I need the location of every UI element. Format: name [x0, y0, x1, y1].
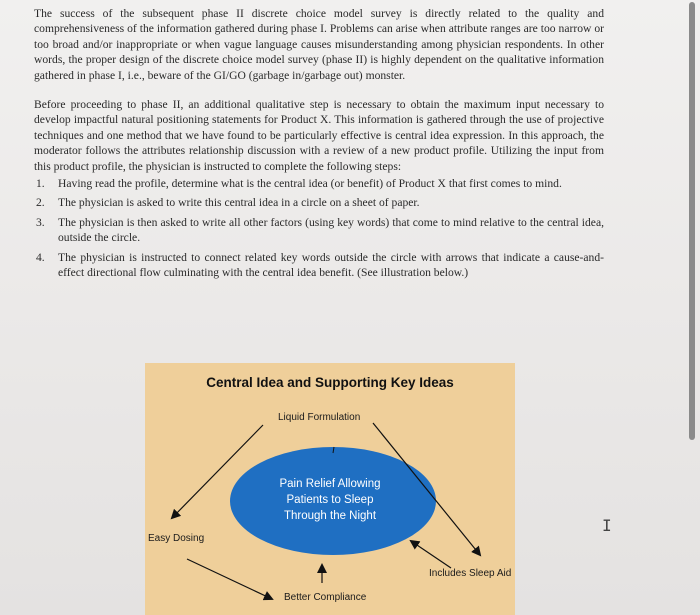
paragraph-2: Before proceeding to phase II, an additional qualitative step is necessary to obtain the maximum input necessary to develop impactful natural positioning statements for Product X. This information is gathered through the use of projective techniques and one method that we have found to be particularly effective is central idea expression. In this approach, the moderator follows the attributes relationship discussion with a review of a new product profile. Utilizing the input from this product profile, the physician is instructed to complete the following steps:	[34, 98, 604, 173]
arrow-sleep-aid-to-ellipse	[411, 541, 451, 568]
step-number: 2.	[36, 196, 45, 210]
step-text: Having read the profile, determine what is the central idea (or benefit) of Product X that first comes to mind.	[58, 177, 562, 191]
steps-list	[34, 176, 604, 280]
paragraph-1: The success of the subsequent phase II discrete choice model survey is directly related to the quality and comprehensiveness of the information gathered during phase I. Problems can arise when attribute ranges are too narrow or too broad and/or inappropriate or when vague language causes misunderstanding among physician respondents. In other words, the proper design of the discrete choice model survey (phase II) is highly dependent on the qualitative information gathered in phase I, i.e., beware of the GI/GO (garbage in/garbage out) monster.	[34, 7, 604, 82]
step-text: The physician is asked to write this central idea in a circle on a sheet of paper.	[58, 196, 420, 210]
label-includes-sleep-aid: Includes Sleep Aid	[429, 568, 512, 579]
label-easy-dosing: Easy Dosing	[148, 533, 205, 544]
step-item	[34, 195, 604, 210]
step-number: 1.	[36, 177, 45, 191]
step-text: The physician is then asked to write all other factors (using key words) that come to mind relative to the central idea, outside the circle.	[58, 215, 604, 245]
vertical-scrollbar[interactable]	[686, 0, 698, 615]
document-text	[34, 6, 604, 285]
label-liquid-formulation: Liquid Formulation	[278, 412, 361, 423]
central-idea-line: Through the Night	[283, 510, 377, 522]
arrow-easy-to-compliance	[187, 559, 272, 599]
central-idea-line: Pain Relief Allowing	[279, 478, 381, 490]
step-number: 3.	[36, 215, 45, 229]
step-item	[34, 176, 604, 191]
central-idea-figure	[145, 363, 515, 615]
step-item	[34, 215, 604, 246]
label-better-compliance: Better Compliance	[284, 592, 367, 603]
figure-title: Central Idea and Supporting Key Ideas	[206, 375, 454, 390]
step-text: The physician is instructed to connect related key words outside the circle with arrows that indicate a cause-and-effect directional flow culminating with the central idea benefit. (See illustration below.)	[58, 250, 604, 280]
scrollbar-thumb[interactable]	[689, 2, 695, 440]
central-idea-line: Patients to Sleep	[286, 494, 374, 506]
text-cursor-icon: I	[602, 516, 612, 535]
step-item	[34, 250, 604, 281]
central-idea-text	[255, 476, 405, 524]
step-number: 4.	[36, 250, 45, 264]
